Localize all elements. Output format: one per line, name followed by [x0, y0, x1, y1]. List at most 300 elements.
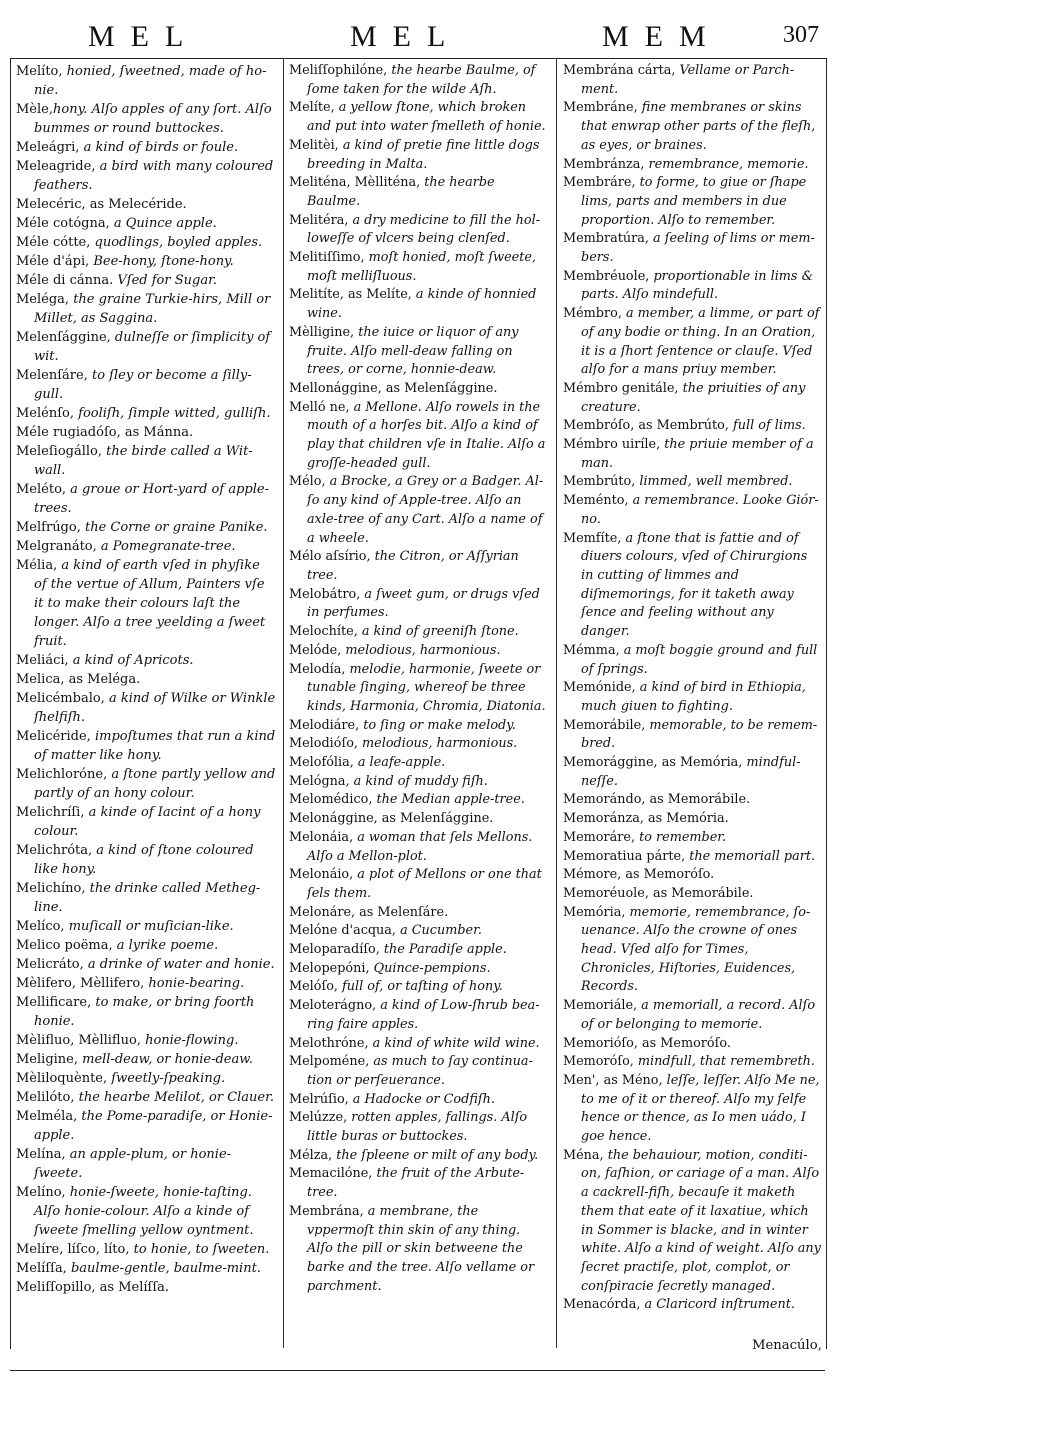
entry-definition: melodious, harmonious.: [357, 736, 518, 752]
entry-headword: Melico poëma,: [16, 938, 113, 953]
dictionary-entry: [16, 936, 276, 955]
dictionary-entry: [289, 754, 549, 773]
dictionary-entry: [289, 791, 549, 810]
entry-definition: a kind of Low-ſhrub bearing faire apples.: [307, 998, 540, 1032]
entry-headword: Memorábile,: [563, 717, 646, 733]
dictionary-entry: [289, 773, 549, 792]
dictionary-entry: [289, 286, 549, 323]
dictionary-entry: [289, 1203, 549, 1297]
entry-definition: a Brocke, a Grey or a Badger. Alſo any kind of Apple-tree. Alſo an axle-tree of any Cart. Alſo a name of a wheele.: [307, 474, 544, 546]
entry-headword: Melitíte, as Melíte,: [289, 287, 412, 303]
entry-headword: Melíſſa,: [16, 1261, 67, 1276]
entry-headword: Melénſo,: [16, 406, 74, 421]
entry-definition: Vſed for Sugar.: [113, 273, 217, 288]
entry-headword: Melopepóni,: [289, 960, 370, 976]
entry-definition: a kind of bird in Ethiopia, much giuen to fighting.: [581, 680, 806, 714]
entry-definition: a ſeeling of lims or members.: [581, 231, 815, 266]
dictionary-entry: [563, 848, 823, 867]
entry-definition: moſt honied, moſt ſweete, moſt melliſluous.: [307, 250, 537, 284]
entry-definition: a dry medicine to fill the holloweſſe of vlcers being clenſed.: [307, 212, 541, 247]
dictionary-entry: [563, 436, 823, 473]
dictionary-entry: [289, 960, 549, 979]
entry-headword: Memacilóne,: [289, 1166, 373, 1182]
entry-headword: Mélza,: [289, 1147, 333, 1163]
entry-headword: Men', as Méno,: [563, 1072, 663, 1088]
entry-headword: Melonáio,: [289, 867, 354, 883]
entry-definition: a bird with many coloured feathers.: [34, 159, 274, 193]
entry-headword: Melodía,: [289, 661, 346, 677]
entry-definition: a leafe-apple.: [353, 755, 446, 771]
entry-headword: Memónide,: [563, 680, 636, 696]
dictionary-entry: [16, 803, 276, 841]
entry-headword: Melóſo,: [289, 979, 338, 995]
dictionary-entry: [289, 249, 549, 286]
dictionary-entry: [16, 157, 276, 195]
entry-definition: an apple-plum, or honie-ſweete.: [34, 1147, 232, 1181]
column-left: [16, 62, 276, 1297]
dictionary-entry: [16, 366, 276, 404]
dictionary-entry: [563, 1035, 823, 1054]
entry-definition: a Quince apple.: [109, 216, 217, 231]
entry-definition: rotten apples, fallings. Alſo little buras or buttockes.: [307, 1110, 528, 1145]
entry-headword: Méle di cánna.: [16, 273, 114, 288]
entry-definition: the Paradiſe apple.: [379, 942, 507, 958]
dictionary-entry: [16, 328, 276, 366]
entry-definition: the drinke called Methegline.: [34, 881, 261, 915]
dictionary-entry: [289, 380, 549, 399]
entry-headword: Melonággine, as Melenſággine.: [289, 811, 494, 827]
dictionary-entry: [289, 623, 549, 642]
entry-headword: Memoráre,: [563, 829, 636, 845]
entry-definition: the graine Turkie-hirs, Mill or Millet, as Saggina.: [34, 292, 271, 326]
entry-headword: Melodiáre,: [289, 717, 360, 733]
entry-headword: Meléga,: [16, 292, 70, 307]
column-rule: [283, 58, 284, 1348]
entry-definition: honie-bearing.: [144, 976, 245, 991]
entry-headword: Melodióſo,: [289, 736, 358, 752]
entry-headword: Méle cotógna,: [16, 216, 110, 231]
dictionary-entry: [16, 1145, 276, 1183]
dictionary-entry: [16, 1107, 276, 1145]
dictionary-entry: [16, 955, 276, 974]
dictionary-entry: [563, 810, 823, 829]
entry-definition: hony. Alſo apples of any ſort. Alſo bummes or round buttockes.: [34, 102, 272, 136]
dictionary-entry: [289, 941, 549, 960]
entry-headword: Memoratiua párte,: [563, 848, 686, 864]
running-head-right: MEM: [602, 20, 722, 53]
entry-headword: Membrúto,: [563, 474, 636, 490]
entry-headword: Melgranáto,: [16, 539, 97, 554]
entry-definition: a yellow ſtone, which broken and put into water ſmelleth of honie.: [307, 100, 546, 135]
entry-headword: Mémore, as Memoróſo.: [563, 867, 715, 883]
dictionary-entry: [563, 230, 823, 267]
dictionary-entry: [16, 1240, 276, 1259]
entry-definition: the hearbe Baulme.: [307, 175, 495, 209]
dictionary-entry: [563, 268, 823, 305]
entry-definition: the ſpleene or milt of any body.: [332, 1147, 539, 1163]
entry-definition: the hearbe Baulme, of ſome taken for the wilde Aſh.: [307, 63, 536, 97]
entry-headword: Melíto,: [16, 64, 63, 79]
entry-definition: a kind of birds or foule.: [79, 140, 239, 155]
entry-definition: the Corne or graine Panike.: [80, 520, 268, 535]
entry-definition: a remembrance. Looke Giórno.: [581, 493, 819, 527]
entry-definition: a Mellone. Alſo rowels in the mouth of a horſes bit. Alſo a kind of play that children vſe in Italie. Alſo a groſſe-headed gull.: [307, 399, 546, 471]
dictionary-entry: [289, 473, 549, 548]
dictionary-entry: [563, 791, 823, 810]
dictionary-entry: [563, 417, 823, 436]
entry-definition: a kind of Apricots.: [68, 653, 194, 668]
entry-headword: Melecéric, as Melecéride.: [16, 197, 187, 212]
entry-definition: baulme-gentle, baulme-mint.: [66, 1261, 261, 1276]
dictionary-entry: [16, 1069, 276, 1088]
entry-definition: a groue or Hort-yard of apple-trees.: [34, 482, 269, 516]
dictionary-entry: [16, 442, 276, 480]
dictionary-entry: [16, 480, 276, 518]
entry-definition: Quince-pempions.: [369, 960, 491, 976]
dictionary-entry: [16, 233, 276, 252]
entry-definition: impoſtumes that run a kind of matter like hony.: [34, 729, 276, 763]
entry-headword: Meliſſopillo, as Melíſſa.: [16, 1280, 170, 1295]
dictionary-entry: [563, 473, 823, 492]
entry-definition: a ſweet gum, or drugs vſed in perfumes.: [307, 586, 540, 621]
dictionary-entry: [289, 1165, 549, 1202]
dictionary-entry: [289, 661, 549, 717]
entry-definition: a kind of Wilke or Winkle ſhelfiſh.: [34, 691, 276, 725]
dictionary-entry: [563, 380, 823, 417]
running-head-center: MEL: [350, 20, 462, 53]
dictionary-entry: [289, 717, 549, 736]
entry-definition: melodious, harmonious.: [341, 642, 501, 658]
entry-definition: mindfulneſſe.: [581, 755, 801, 789]
dictionary-entry: [16, 195, 276, 214]
dictionary-entry: [563, 62, 823, 99]
dictionary-entry: [16, 1278, 276, 1297]
entry-definition: quodlings, boyled apples.: [90, 235, 263, 250]
dictionary-entry: [563, 754, 823, 791]
dictionary-entry: [563, 642, 823, 679]
dictionary-entry: [289, 978, 549, 997]
dictionary-entry: [563, 885, 823, 904]
entry-definition: the priuie member of a man.: [581, 437, 814, 471]
entry-definition: a ſtone partly yellow and partly of an hony colour.: [34, 767, 276, 801]
entry-headword: Membrána,: [289, 1203, 364, 1219]
entry-headword: Melomédico,: [289, 792, 373, 808]
entry-definition: the birde called a Witwall.: [34, 444, 253, 478]
dictionary-entry: [16, 917, 276, 936]
dictionary-entry: [289, 810, 549, 829]
dictionary-entry: [16, 879, 276, 917]
entry-definition: honie-ſweete, honie-taſting. Alſo honie-colour. Alſo a kinde of ſweete ſmelling yellow oyntment.: [34, 1185, 254, 1238]
dictionary-entry: [289, 99, 549, 136]
entry-headword: Mémbro,: [563, 306, 622, 322]
dictionary-entry: [289, 1109, 549, 1146]
entry-definition: the iuice or liquor of any fruite. Alſo mell-deaw falling on trees, or corne, honnie-deaw.: [307, 324, 519, 378]
entry-definition: leſſe, leſſer. Alſo Me ne, to me of it or thereof. Alſo my ſelfe hence or thence, as Io men uádo, I goe hence.: [581, 1072, 820, 1145]
entry-headword: Melicéride,: [16, 729, 91, 744]
entry-definition: a Pomegranate-tree.: [96, 539, 236, 554]
entry-headword: Mémbro genitále,: [563, 380, 679, 396]
entry-definition: a Cucumber.: [396, 923, 482, 939]
dictionary-entry: [16, 423, 276, 442]
entry-definition: memorable, to be remembred.: [581, 717, 818, 752]
dictionary-entry: [563, 174, 823, 230]
dictionary-entry: [563, 305, 823, 380]
dictionary-entry: [16, 1050, 276, 1069]
entry-definition: dulneſſe or ſimplicity of wit.: [34, 330, 271, 364]
dictionary-entry: [16, 727, 276, 765]
dictionary-entry: [16, 62, 276, 100]
entry-headword: Mèlifero, Mèllifero,: [16, 976, 145, 991]
entry-headword: Memfíte,: [563, 530, 622, 546]
dictionary-entry: [563, 717, 823, 754]
dictionary-entry: [16, 252, 276, 271]
entry-headword: Mémbro uiríle,: [563, 437, 661, 453]
entry-headword: Meliſſophilóne,: [289, 63, 388, 78]
entry-headword: Mèlligine,: [289, 324, 355, 340]
entry-definition: melodie, harmonie, ſweete or tunable ſinging, whereof be three kinds, Harmonia, Chromia, Diatonia.: [307, 661, 546, 714]
dictionary-entry: [563, 1147, 823, 1297]
entry-headword: Melíco,: [16, 919, 65, 934]
entry-definition: a kind of white wild wine.: [368, 1035, 540, 1051]
column-middle: [289, 62, 549, 1296]
dictionary-entry: [16, 404, 276, 423]
entry-headword: Melica, as Meléga.: [16, 672, 141, 687]
entry-headword: Melógna,: [289, 773, 350, 789]
entry-headword: Meliténa, Mèlliténa,: [289, 175, 421, 191]
entry-headword: Meleagride,: [16, 159, 96, 174]
dictionary-entry: [16, 1183, 276, 1240]
entry-definition: to ſley or become a ſilly-gull.: [34, 368, 252, 402]
entry-headword: Memorággine, as Memória,: [563, 755, 743, 771]
entry-headword: Mélo,: [289, 474, 326, 490]
dictionary-entry: [16, 1088, 276, 1107]
entry-headword: Méle d'ápi,: [16, 254, 90, 269]
entry-definition: a kind of muddy fiſh.: [349, 773, 488, 789]
dictionary-entry: [563, 99, 823, 155]
entry-definition: to ſing or make melody.: [359, 717, 516, 733]
dictionary-entry: [16, 765, 276, 803]
dictionary-entry: [16, 537, 276, 556]
entry-definition: Bee-hony, ſtone-hony.: [89, 254, 234, 269]
entry-definition: a Claricord inſtrument.: [640, 1297, 795, 1313]
entry-headword: Memória,: [563, 904, 626, 920]
dictionary-entry: [289, 324, 549, 380]
entry-headword: Memoróſo,: [563, 1054, 634, 1070]
running-head-left: MEL: [88, 20, 200, 53]
entry-definition: a kind of greeniſh ſtone.: [357, 624, 519, 640]
entry-definition: proportionable in lims & parts. Alſo mindefull.: [581, 268, 813, 303]
entry-headword: Memorándo, as Memorábile.: [563, 792, 751, 808]
dictionary-entry: [289, 829, 549, 866]
entry-definition: Vellame or Parchment.: [581, 63, 795, 97]
dictionary-entry: [289, 1053, 549, 1090]
dictionary-entry: [563, 156, 823, 175]
entry-headword: Melichríſi,: [16, 805, 85, 820]
entry-headword: Melrúſio,: [289, 1091, 349, 1107]
entry-headword: Memoriále,: [563, 998, 638, 1014]
dictionary-entry: [563, 904, 823, 998]
entry-headword: Mèle,: [16, 102, 53, 117]
entry-headword: Meliáci,: [16, 653, 69, 668]
entry-definition: a kinde of honnied wine.: [307, 287, 537, 322]
entry-definition: to remember.: [635, 829, 727, 845]
entry-headword: Melothróne,: [289, 1035, 369, 1051]
entry-definition: to forme, to giue or ſhape lims, parts and members in due proportion. Alſo to remember.: [581, 175, 807, 228]
entry-definition: as much to ſay continuation or perſeuerance.: [307, 1054, 533, 1088]
dictionary-entry: [563, 492, 823, 529]
dictionary-entry: [289, 904, 549, 923]
dictionary-entry: [16, 993, 276, 1031]
entry-definition: limmed, well membred.: [635, 474, 793, 490]
entry-headword: Memoréuole, as Memorábile.: [563, 885, 754, 901]
entry-headword: Mèlifluo, Mèllifluo,: [16, 1033, 141, 1048]
entry-headword: Membréuole,: [563, 268, 650, 284]
entry-definition: mindfull, that remembreth.: [633, 1054, 815, 1070]
dictionary-entry: [16, 290, 276, 328]
dictionary-entry: [289, 642, 549, 661]
entry-definition: to honie, to ſweeten.: [129, 1242, 270, 1257]
entry-definition: a memoriall, a record. Alſo of or belonging to memorie.: [581, 998, 816, 1032]
entry-headword: Melitéra,: [289, 212, 349, 228]
column-rule: [556, 58, 557, 1348]
dictionary-entry: [289, 997, 549, 1034]
dictionary-entry: [563, 1053, 823, 1072]
entry-definition: the priuities of any creature.: [581, 380, 806, 415]
entry-headword: Mélia,: [16, 558, 58, 573]
entry-headword: Membratúra,: [563, 231, 649, 247]
dictionary-entry: [16, 271, 276, 290]
entry-headword: Mellonággine, as Melenſággine.: [289, 380, 498, 396]
dictionary-entry: [563, 1296, 823, 1315]
entry-definition: the Citron, or Aſſyrian tree.: [307, 549, 519, 583]
dictionary-entry: [289, 922, 549, 941]
entry-definition: memorie, remembrance, ſouenance. Alſo the crowne of ones head. Vſed alſo for Times, Chronicles, Hiſtories, Euidences, Records.: [581, 904, 811, 995]
dictionary-entry: [16, 556, 276, 651]
entry-definition: a plot of Mellons or one that ſels them.: [307, 867, 542, 901]
entry-headword: Melichíno,: [16, 881, 86, 896]
entry-definition: full of lims.: [728, 418, 806, 434]
entry-headword: Membrána cárta,: [563, 63, 676, 78]
dictionary-entry: [289, 586, 549, 623]
entry-definition: a moſt boggie ground and full of ſprings.: [581, 642, 818, 677]
entry-headword: Meloparadíſo,: [289, 942, 380, 958]
dictionary-entry: [16, 974, 276, 993]
entry-definition: ſweetly-ſpeaking.: [107, 1071, 226, 1086]
dictionary-entry: [563, 679, 823, 716]
entry-headword: Melicémbalo,: [16, 691, 105, 706]
entry-definition: a kind of ſtone coloured like hony.: [34, 843, 254, 877]
entry-headword: Meligine,: [16, 1052, 78, 1067]
dictionary-entry: [289, 1091, 549, 1110]
dictionary-entry: [289, 866, 549, 903]
dictionary-entry: [289, 1147, 549, 1166]
entry-headword: Meloterágno,: [289, 998, 377, 1014]
entry-definition: a woman that ſels Mellons. Alſo a Mellon-plot.: [307, 829, 533, 864]
dictionary-entry: [16, 670, 276, 689]
entry-headword: Menacórda,: [563, 1297, 641, 1313]
entry-headword: Melíte,: [289, 100, 335, 116]
dictionary-entry: [16, 518, 276, 537]
entry-headword: Mélo aſsírio,: [289, 549, 371, 565]
entry-headword: Memoránza, as Memória.: [563, 811, 729, 827]
entry-headword: Melitèi,: [289, 137, 339, 153]
dictionary-entry: [16, 138, 276, 157]
entry-headword: Melló ne,: [289, 399, 350, 415]
entry-definition: a drinke of water and honie.: [83, 957, 275, 972]
entry-definition: fooliſh, ſimple witted, gulliſh.: [74, 406, 271, 421]
dictionary-entry: [563, 530, 823, 642]
entry-definition: a membrane, the vppermoſt thin skin of any thing. Alſo the pill or skin betweene the barke and the tree. Alſo vellame or parchment.: [307, 1203, 535, 1294]
entry-definition: a ſtone that is fattie and of diuers colours, vſed of Chirurgions in cutting of limmes and diſmemorings, for it taketh away ſence and feeling without any danger.: [581, 530, 808, 640]
entry-headword: Melóne d'acqua,: [289, 923, 396, 939]
entry-headword: Melóde,: [289, 642, 342, 658]
entry-definition: the behauiour, motion, condition, faſhion, or cariage of a man. Alſo a cackrell-fiſh, becauſe it maketh them that eate of it laxatiue, which in Sommer is blacke, and in winter white. Alſo a kind of weight. Alſo any ſecret practiſe, plot, complot, or conſpiracie ſecretly managed.: [581, 1147, 821, 1294]
catchword: Menacúlo,: [752, 1338, 822, 1353]
dictionary-entry: [563, 997, 823, 1034]
entry-definition: a kinde of Iacint of a hony colour.: [34, 805, 261, 839]
entry-headword: Melichróta,: [16, 843, 93, 858]
entry-headword: Melína,: [16, 1147, 66, 1162]
entry-headword: Melíno,: [16, 1185, 66, 1200]
entry-definition: a kind of earth vſed in phyſike of the vertue of Allum, Painters vſe it to make their colours laſt the longer. Alſo a tree yeelding a ſweet fruit.: [34, 558, 266, 649]
entry-definition: a kind of pretie fine little dogs breeding in Malta.: [307, 137, 540, 172]
entry-definition: a member, a limme, or part of of any bodie or thing. In an Oration, it is a ſhort ſentence or clauſe. Vſed alſo for a mans priuy member.: [581, 306, 820, 378]
bottom-rule: [10, 1370, 825, 1371]
dictionary-entry: [16, 100, 276, 138]
entry-headword: Meménto,: [563, 493, 629, 509]
dictionary-entry: [289, 399, 549, 474]
dictionary-entry: [289, 735, 549, 754]
entry-definition: mell-deaw, or honie-deaw.: [78, 1052, 253, 1067]
dictionary-entry: [563, 1072, 823, 1147]
entry-definition: fine membranes or skins that enwrap other parts of the fleſh, as eyes, or braines.: [581, 100, 816, 153]
entry-definition: full of, or taſting of hony.: [337, 979, 503, 995]
entry-headword: Melichloróne,: [16, 767, 108, 782]
entry-headword: Meleágri,: [16, 140, 80, 155]
dictionary-entry: [16, 1259, 276, 1278]
dictionary-entry: [289, 212, 549, 249]
entry-definition: the memoriall part.: [685, 848, 816, 864]
entry-headword: Melenſáre,: [16, 368, 88, 383]
entry-definition: the hearbe Melilot, or Clauer.: [74, 1090, 275, 1105]
entry-headword: Melfrúgo,: [16, 520, 81, 535]
entry-headword: Melonáia,: [289, 829, 354, 845]
dictionary-entry: [289, 1035, 549, 1054]
entry-headword: Mémma,: [563, 642, 620, 658]
entry-headword: Melenſággine,: [16, 330, 111, 345]
entry-headword: Méle cótte,: [16, 235, 91, 250]
dictionary-entry: [16, 651, 276, 670]
entry-headword: Melicráto,: [16, 957, 84, 972]
entry-definition: muſicall or muſician-like.: [64, 919, 234, 934]
dictionary-entry: [563, 866, 823, 885]
entry-headword: Melíre, líſco, líto,: [16, 1242, 130, 1257]
entry-headword: Melofólia,: [289, 755, 354, 771]
entry-definition: a lyrike poeme.: [112, 938, 219, 953]
entry-headword: Membráne,: [563, 100, 638, 116]
page-number: 307: [783, 22, 819, 48]
entry-headword: Melonáre, as Melenſáre.: [289, 904, 449, 920]
entry-headword: Melúzze,: [289, 1110, 348, 1126]
page-header: [0, 10, 1038, 54]
entry-definition: remembrance, memorie.: [644, 156, 809, 172]
entry-definition: a Hadocke or Codfiſh.: [348, 1091, 495, 1107]
dictionary-entry: [289, 62, 549, 99]
entry-definition: to make, or bring foorth honie.: [34, 995, 255, 1029]
entry-headword: Memorióſo, as Memoróſo.: [563, 1035, 731, 1051]
entry-headword: Melochíte,: [289, 624, 358, 640]
dictionary-entry: [16, 841, 276, 879]
